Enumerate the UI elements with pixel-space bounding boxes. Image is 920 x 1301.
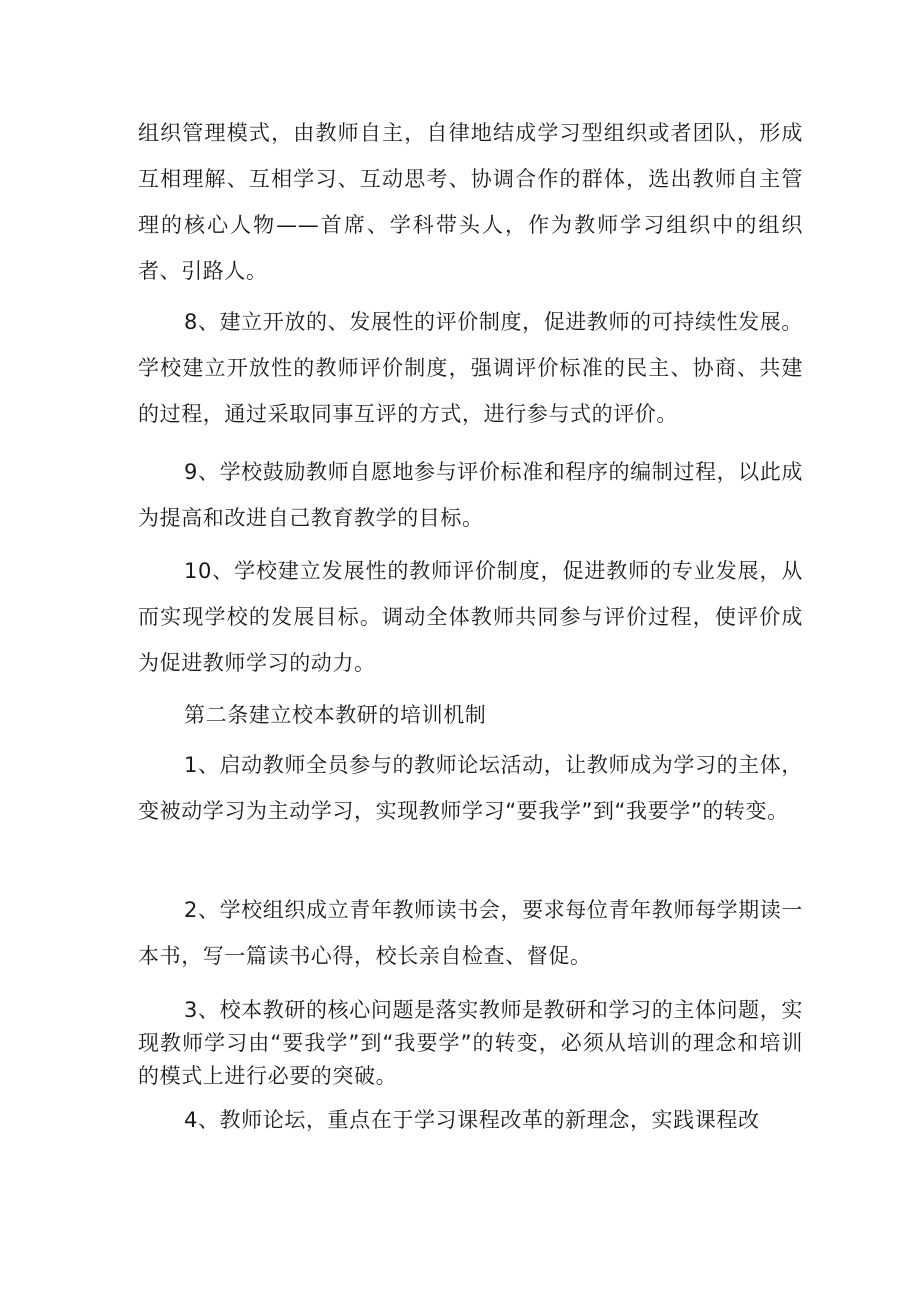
paragraph-item-2: 2、学校组织成立青年教师读书会，要求每位青年教师每学期读一本书，写一篇读书心得，校长亲自检查、督促。	[138, 898, 803, 968]
paragraph-item-1: 1、启动教师全员参与的教师论坛活动，让教师成为学习的主体，变被动学习为主动学习，实现教师学习“要我学”到“我要学”的转变。	[138, 753, 803, 823]
paragraph-item-4: 4、教师论坛，重点在于学习课程改革的新理念，实践课程改	[184, 1108, 760, 1132]
paragraph-item-3: 3、校本教研的核心问题是落实教师是教研和学习的主体问题，实现教师学习由“要我学”到“我要学”的转变，必须从培训的理念和培训的模式上进行必要的突破。	[138, 998, 803, 1088]
section-heading: 第二条建立校本教研的培训机制	[184, 703, 487, 727]
paragraph-continuation: 组织管理模式，由教师自主，自律地结成学习型组织或者团队，形成互相理解、互相学习、互动思考、协调合作的群体，选出教师自主管理的核心人物——首席、学科带头人，作为教师学习组织中的组织者、引路人。	[138, 121, 803, 283]
paragraph-item-10: 10、学校建立发展性的教师评价制度，促进教师的专业发展，从而实现学校的发展目标。调动全体教师共同参与评价过程，使评价成为促进教师学习的动力。	[138, 559, 803, 675]
paragraph-item-9: 9、学校鼓励教师自愿地参与评价标准和程序的编制过程，以此成为提高和改进自己教育教学的目标。	[138, 460, 803, 530]
paragraph-item-8: 8、建立开放的、发展性的评价制度，促进教师的可持续性发展。学校建立开放性的教师评价制度，强调评价标准的民主、协商、共建的过程，通过采取同事互评的方式，进行参与式的评价。	[138, 310, 803, 426]
